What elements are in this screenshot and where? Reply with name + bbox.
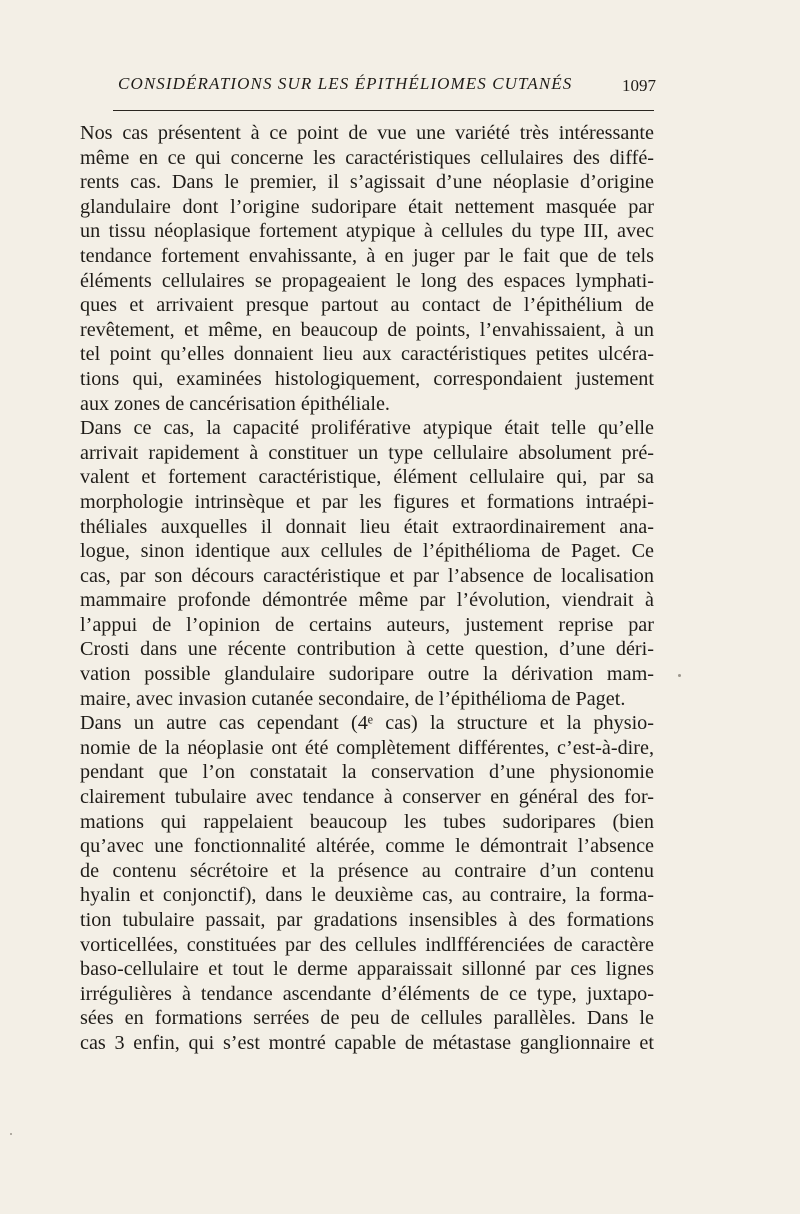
body-text bbox=[80, 121, 654, 1056]
text-line: tendance fortement envahissante, à en juger par le fait que de tels bbox=[80, 244, 654, 267]
text-line: Dans un autre cas cependant (4ᵉ cas) la structure et la physio- bbox=[80, 712, 654, 735]
text-line: tions qui, examinées histologiquement, correspondaient justement bbox=[80, 367, 654, 390]
text-line: un tissu néoplasique fortement atypique à cellules du type III, avec bbox=[80, 220, 654, 243]
text-line: sées en formations serrées de peu de cellules parallèles. Dans le bbox=[80, 1007, 654, 1030]
text-line: Dans ce cas, la capacité proliférative atypique était telle qu’elle bbox=[80, 417, 654, 440]
text-line: nomie de la néoplasie ont été complètement différentes, c’est-à-dire, bbox=[80, 736, 654, 759]
text-line: vation possible glandulaire sudoripare outre la dérivation mam- bbox=[80, 663, 654, 686]
text-line: hyalin et conjonctif), dans le deuxième cas, au contraire, la forma- bbox=[80, 884, 654, 907]
text-line: qu’avec une fonctionnalité altérée, comme le démontrait l’absence bbox=[80, 835, 654, 858]
text-line: pendant que l’on constatait la conservation d’une physionomie bbox=[80, 761, 654, 784]
text-line: ques et arrivaient presque partout au contact de l’épithélium de bbox=[80, 294, 654, 317]
text-line: cas 3 enfin, qui s’est montré capable de métastase ganglionnaire et bbox=[80, 1031, 654, 1054]
text-line: morphologie intrinsèque et par les figures et formations intraépi- bbox=[80, 490, 654, 513]
paper-speck bbox=[678, 674, 681, 677]
text-line: éléments cellulaires se propageaient le long des espaces lymphati- bbox=[80, 269, 654, 292]
running-title: CONSIDÉRATIONS SUR LES ÉPITHÉLIOMES CUTANÉS bbox=[118, 74, 573, 93]
running-head bbox=[118, 74, 656, 100]
text-line: aux zones de cancérisation épithéliale. bbox=[80, 392, 390, 415]
text-line: même en ce qui concerne les caractéristiques cellulaires des diffé- bbox=[80, 146, 654, 169]
page-number: 1097 bbox=[622, 76, 656, 95]
text-line: mations qui rappelaient beaucoup les tubes sudoripares (bien bbox=[80, 810, 654, 833]
text-line: irrégulières à tendance ascendante d’éléments de ce type, juxtapo- bbox=[80, 982, 654, 1005]
text-line: valent et fortement caractéristique, élément cellulaire qui, par sa bbox=[80, 466, 654, 489]
text-line: rents cas. Dans le premier, il s’agissait d’une néoplasie d’origine bbox=[80, 171, 654, 194]
text-line: de contenu sécrétoire et la présence au contraire d’un contenu bbox=[80, 859, 654, 882]
text-line: glandulaire dont l’origine sudoripare était nettement masquée par bbox=[80, 195, 654, 218]
text-line: l’appui de l’opinion de certains auteurs, justement reprise par bbox=[80, 613, 654, 636]
text-line: revêtement, et même, en beaucoup de points, l’envahissaient, à un bbox=[80, 318, 654, 341]
text-line: théliales auxquelles il donnait lieu était extraordinairement ana- bbox=[80, 515, 654, 538]
text-line: maire, avec invasion cutanée secondaire, de l’épithélioma de Paget. bbox=[80, 687, 626, 710]
text-line: Crosti dans une récente contribution à cette question, d’une déri- bbox=[80, 638, 654, 661]
text-line: Nos cas présentent à ce point de vue une variété très intéressante bbox=[80, 122, 654, 144]
text-line: tion tubulaire passait, par gradations insensibles à des formations bbox=[80, 909, 654, 931]
text-line: arrivait rapidement à constituer un type cellulaire absolument pré- bbox=[80, 441, 654, 464]
text-line: tel point qu’elles donnaient lieu aux caractéristiques petites ulcéra- bbox=[80, 343, 654, 366]
paper-speck bbox=[10, 1133, 12, 1135]
text-line: logue, sinon identique aux cellules de l’épithélioma de Paget. Ce bbox=[80, 540, 654, 563]
text-line: mammaire profonde démontrée même par l’évolution, viendrait à bbox=[80, 589, 654, 612]
text-line: baso-cellulaire et tout le derme apparaissait sillonné par ces lignes bbox=[80, 958, 654, 981]
text-line: cas, par son décours caractéristique et par l’absence de localisation bbox=[80, 564, 654, 587]
text-line: clairement tubulaire avec tendance à conserver en général des for- bbox=[80, 786, 654, 809]
header-rule bbox=[113, 110, 654, 111]
text-line: vorticellées, constituées par des cellules indlfférenciées de caractère bbox=[80, 933, 654, 956]
